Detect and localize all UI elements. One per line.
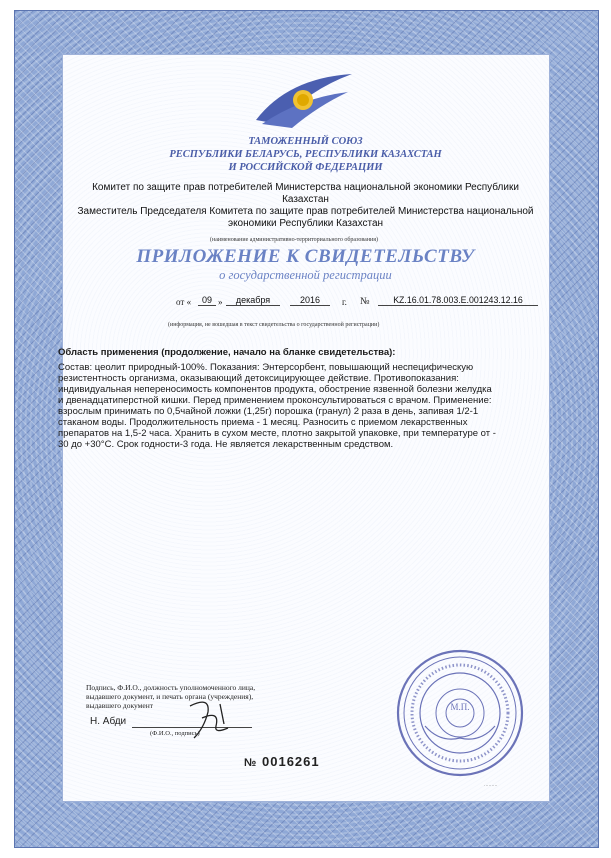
number-label: №	[360, 296, 370, 307]
customs-union-logo	[248, 68, 358, 130]
issuer-line-3: Заместитель Председателя Комитета по защите прав потребителей Министерства национальной	[77, 206, 534, 217]
union-line-2: РЕСПУБЛИКИ БЕЛАРУСЬ, РЕСПУБЛИКИ КАЗАХСТАН	[169, 149, 442, 160]
body-line: и двенадцатиперстной кишки. Перед применением проконсультироваться с врачом. Применение:	[58, 395, 492, 406]
print-mark: ·········	[484, 783, 498, 788]
date-prefix: от «	[176, 297, 192, 307]
issuer-hint: (наименование административно-территориального образования)	[210, 237, 379, 243]
body-line: 30 до +30°С. Срок годности-3 года. Не является лекарственным средством.	[58, 439, 394, 450]
date-quote: »	[218, 297, 223, 307]
scope-heading: Область применения (продолжение, начало на бланке свидетельства):	[58, 347, 396, 358]
page-subtitle: о государственной регистрации	[219, 268, 392, 282]
date-year: 2016	[290, 295, 330, 306]
signature-caption-1: Подпись, Ф.И.О., должность уполномоченного лица,	[86, 683, 256, 692]
body-line: Состав: цеолит природный-100%. Показания: Энтерсорбент, повышающий неспецифическую	[58, 362, 474, 373]
seal-center-text: М.П.	[450, 702, 470, 712]
body-line: резистентность организма, оказывающий детоксицирующее действие. Противопоказания:	[58, 373, 459, 384]
issuer-line-1: Комитет по защите прав потребителей Министерства национальной экономики Республики	[92, 182, 519, 193]
issuer-line-4: экономики Республики Казахстан	[227, 218, 384, 229]
signature-caption-3: выдавшего документ	[86, 701, 154, 710]
date-hint: (информация, не вошедшая в текст свидетельства о государственной регистрации)	[168, 322, 380, 328]
signature-hint: (Ф.И.О., подпись)	[150, 730, 200, 737]
serial-number: 0016261	[262, 754, 320, 769]
date-month: декабря	[226, 295, 280, 306]
union-line-1: ТАМОЖЕННЫЙ СОЮЗ	[248, 136, 363, 147]
page-title: ПРИЛОЖЕНИЕ К СВИДЕТЕЛЬСТВУ	[136, 246, 475, 267]
serial-label: №	[244, 757, 258, 769]
signature-caption-2: выдавшего документ, и печать органа (учреждения),	[86, 692, 254, 701]
date-year-suffix: г.	[342, 297, 347, 307]
body-line: взрослым принимать по 0,5чайной ложки (1,25г) порошка (гранул) 2 раза в день, запивая 1/2-1	[58, 406, 479, 417]
body-line: препаратов на 1,5-2 часа. Хранить в сухом месте, плотно закрытой упаковке, при температуре от -	[58, 428, 496, 439]
handwritten-signature	[180, 694, 240, 744]
body-line: индивидуальная непереносимость компонентов продукта, обострение язвенной болезни желудка	[58, 384, 492, 395]
official-seal	[395, 648, 525, 778]
signatory-name: Н. Абди	[90, 716, 127, 727]
union-line-3: И РОССИЙСКОЙ ФЕДЕРАЦИИ	[228, 162, 383, 173]
date-day: 09	[198, 295, 216, 306]
body-line: стаканом воды. Продолжительность приема - 1 месяц. Разносить с приемом лекарственных	[58, 417, 468, 428]
registration-number: KZ.16.01.78.003.E.001243.12.16	[378, 295, 538, 306]
issuer-line-2: Казахстан	[282, 194, 329, 205]
